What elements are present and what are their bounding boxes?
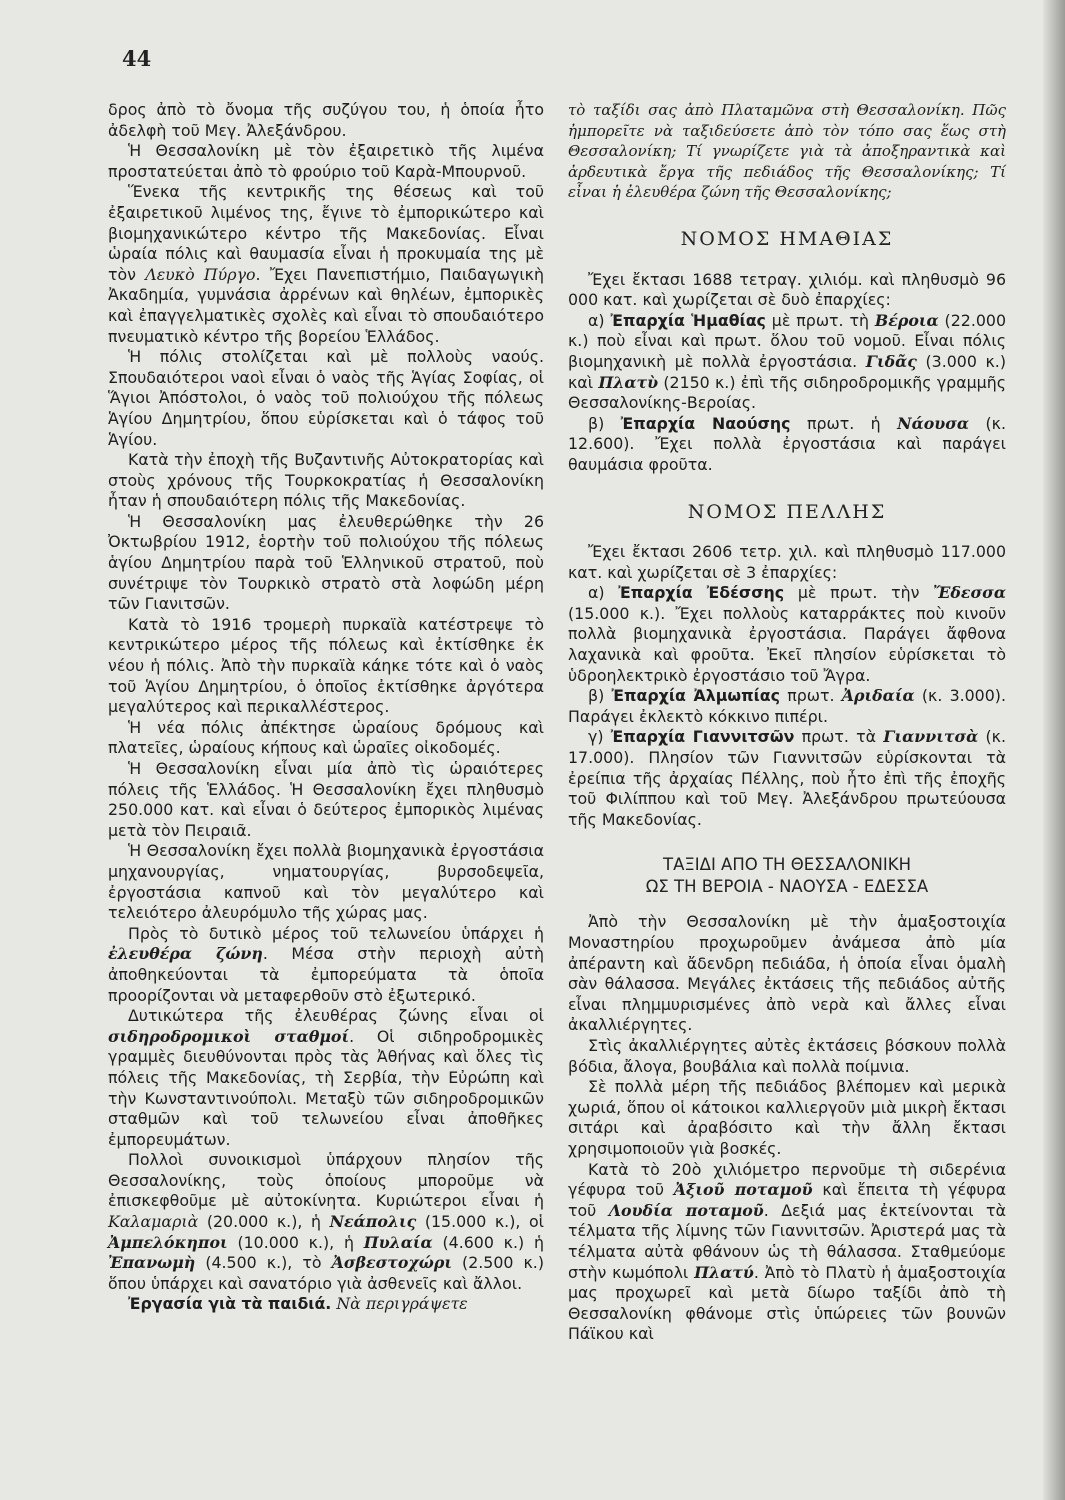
text-run: σιδηροδρομικοὶ σταθμοί	[108, 1026, 350, 1046]
paragraph	[108, 1294, 544, 1315]
left-column	[108, 100, 544, 1315]
text-run: (κ. 17.000). Πλησίον τῶν Γιαννιτσῶν εὑρίσκονται τὰ ἐρείπια τῆς ἀρχαίας Πέλλης, ποὺ ἦτο ἐπὶ τῆς ἐποχῆς τοῦ Φιλίππου καὶ τοῦ Μεγ. Ἀλεξάνδρου πρωτεύουσα τῆς Μακεδονίας.	[568, 727, 1006, 829]
text-run: (κ. 3.000). Παράγει ἐκλεκτὸ κόκκινο πιπέρι.	[568, 686, 1006, 726]
text-run: Ἔχει ἔκτασι 2606 τετρ. χιλ. καὶ πληθυσμὸ 117.000 κατ. καὶ χωρίζεται σὲ 3 ἐπαρχίες:	[568, 542, 1006, 582]
text-run: . Οἱ σιδηροδρομικὲς γραμμὲς διευθύνονται πρὸς τὰς Ἀθήνας καὶ ὅλες τὶς πόλεις τῆς Μακεδονίας, τὴ Σερβία, τὴν Εὐρώπη καὶ τὴν Κωνσταντινούπολι. Μεταξὺ τῶν σιδηροδρομικῶν σταθμῶν καὶ τοῦ τελωνείου εἶναι ἀποθῆκες ἐμπορευμάτων.	[108, 1026, 544, 1149]
text-run: Ἡ Θεσσαλονίκη εἶναι μία ἀπὸ τὶς ὡραιότερες πόλεις τῆς Ἑλλάδος. Ἡ Θεσσαλονίκη ἔχει πληθυσμὸ 250.000 κατ. καὶ εἶναι ὁ δεύτερος ἐμπορικὸς λιμένας μετὰ τὸν Πειραιᾶ.	[108, 759, 544, 840]
paragraph	[108, 182, 544, 347]
text-run: . Ἀπὸ τὸ Πλατὺ ἡ ἁμαξοστοιχία μας προχωρεῖ καὶ μετὰ δίωρο ταξίδι ἀπὸ τὴ Θεσσαλονίκη φθάνομε στὶς ὑπώρειες τῶν βουνῶν Πάϊκου καὶ	[568, 1262, 1006, 1344]
text-run: Ἐπαρχία Ἡμαθίας	[610, 310, 766, 330]
text-run: Πρὸς τὸ δυτικὸ μέρος τοῦ τελωνείου ὑπάρχει ἡ	[128, 923, 544, 943]
text-run: Σὲ πολλὰ μέρη τῆς πεδιάδος βλέπομεν καὶ μερικὰ χωριά, ὅπου οἱ κάτοικοι καλλιεργοῦν μιὰ μικρὴ ἔκτασι σιτάρι καὶ ἀραβόσιτο καὶ τὴν ἄλλη ἔκτασι χρησιμοποιοῦν γιὰ βοσκές.	[568, 1077, 1006, 1158]
text-run: καὶ ἔπειτα τὴ γέφυρα τοῦ	[568, 1180, 1007, 1220]
text-run: Γιδᾶς	[865, 351, 917, 371]
right-column	[568, 100, 1006, 1345]
text-run: (22.000 κ.) ποὺ εἶναι καὶ πρωτ. ὅλου τοῦ νομοῦ. Εἶναι πόλις βιομηχανικὴ μὲ πολλὰ ἐργοστάσια.	[568, 310, 1006, 371]
paragraph	[108, 615, 544, 718]
heading-trip-line-2: ΩΣ ΤΗ ΒΕΡΟΙΑ - ΝΑΟΥΣΑ - ΕΔΕΣΣΑ	[645, 877, 929, 897]
heading-trip	[568, 854, 1006, 898]
text-run: Ἀμπελόκηποι	[108, 1232, 228, 1252]
text-run: (4.600 κ.) ἡ	[432, 1232, 544, 1252]
paragraph	[568, 686, 1006, 727]
heading-nomos-pellis: ΝΟΜΟΣ ΠΕΛΛΗΣ	[687, 500, 887, 523]
text-run: Ἡ πόλις στολίζεται καὶ μὲ πολλοὺς ναούς. Σπουδαιότεροι ναοὶ εἶναι ὁ ναὸς τῆς Ἁγίας Σοφίας, οἱ Ἅγιοι Ἀπόστολοι, ὁ ναὸς τοῦ πολιούχου τῆς πόλεως Ἁγίου Δημητρίου, ὅπου εὑρίσκεται καὶ ὁ τάφος τοῦ Ἁγίου.	[108, 347, 544, 449]
text-run: Νεάπολις	[329, 1212, 417, 1232]
text-run: (10.000 κ.), ἡ	[227, 1232, 364, 1252]
text-run: Ἐπαρχία Γιαννιτσῶν	[610, 727, 795, 747]
text-run: Καλαμαριὰ	[108, 1212, 199, 1232]
text-run: Στὶς ἀκαλλιέργητες αὐτὲς ἐκτάσεις βόσκουν πολλὰ βόδια, ἄλογα, βουβάλια καὶ πολλὰ ποίμνια.	[568, 1035, 1006, 1076]
text-run: Λευκὸ Πύργο	[145, 264, 256, 284]
paragraph	[568, 1160, 1006, 1345]
text-run: Ἀριδαία	[841, 686, 915, 706]
paragraph	[568, 1077, 1006, 1159]
paragraph	[108, 924, 544, 1006]
paragraph	[108, 141, 544, 182]
paragraph	[568, 583, 1006, 686]
text-run: Ἀσβεστοχώρι	[331, 1253, 452, 1273]
paragraph	[568, 311, 1006, 414]
paragraph	[108, 718, 544, 759]
text-run: Νάουσα	[897, 413, 970, 433]
homework-questions: τὸ ταξίδι σας ἀπὸ Πλαταμῶνα στὴ Θεσσαλονίκη. Πῶς ἠμπορεῖτε νὰ ταξιδεύσετε ἀπὸ τὸν τόπο σας ἕως στὴ Θεσσαλονίκη; Τί γνωρίζετε γιὰ τὰ ἀποξηραντικὰ καὶ ἀρδευτικὰ ἔργα τῆς πεδιάδος τῆς Θεσσαλονίκης; Τί εἶναι ἡ ἐλευθέρα ζώνη τῆς Θεσσαλονίκης;	[568, 101, 1006, 202]
paragraph	[108, 450, 544, 512]
text-run: β)	[588, 413, 621, 433]
text-run: Ἐπαρχία Ναούσης	[620, 413, 791, 433]
paragraph	[108, 1150, 544, 1294]
heading-nomos-imathias: ΝΟΜΟΣ ΗΜΑΘΙΑΣ	[680, 227, 894, 250]
text-run: Ἡ νέα πόλις ἀπέκτησε ὡραίους δρόμους καὶ πλατεῖες, ὡραίους κήπους καὶ ὡραῖες οἰκοδομές.	[108, 717, 544, 758]
text-run: (3.000 κ.) καὶ	[568, 351, 1006, 392]
text-run: Πολλοὶ συνοικισμοὶ ὑπάρχουν πλησίον τῆς Θεσσαλονίκης, τοὺς ὁποίους μποροῦμε νὰ ἐπισκεφθοῦμε μὲ αὐτοκίνητα. Κυριώτεροι εἶναι ἡ	[108, 1150, 544, 1211]
text-run: Βέροια	[874, 310, 939, 330]
text-run: (15.000 κ.). Ἔχει πολλοὺς καταρράκτες ποὺ κινοῦν πολλὰ βιομηχανικὰ ἐργοστάσια. Παράγει ἄφθονα λαχανικὰ καὶ φροῦτα. Ἐκεῖ πλησίον εὑρίσκεται τὸ ὑδροηλεκτρικὸ ἐργοστάσιο τοῦ Ἄγρα.	[568, 603, 1006, 685]
paragraph	[568, 414, 1006, 476]
text-run: . Ἔχει Πανεπιστήμιο, Παιδαγωγικὴ Ἀκαδημία, γυμνάσια ἀρρένων καὶ θηλέων, ἐμπορικὲς καὶ ἐπαγγελματικὲς σχολὲς καὶ εἶναι τὸ σπουδαιότερο πνευματικὸ κέντρο τῆς βορείου Ἑλλάδος.	[108, 264, 544, 346]
text-run: . Δεξιά μας ἐκτείνονται τὰ τέλματα τῆς λίμνης τῶν Γιαννιτσῶν. Ἀριστερά μας τὰ τέλματα αὐτὰ φθάνουν ὡς τὴ θάλασσα. Σταθμεύομε στὴν κωμόπολι	[568, 1200, 1006, 1282]
text-run: Πλατύ	[694, 1262, 754, 1282]
paragraph	[568, 912, 1006, 1036]
text-run: . Μέσα στὴν περιοχὴ αὐτὴ ἀποθηκεύονται τὰ ἐμπορεύματα τὰ ὁποῖα προορίζονται νὰ μεταφερθοῦν στὸ ἐξωτερικό.	[108, 944, 545, 1005]
paragraph	[108, 759, 544, 841]
text-run: Κατὰ τὸ 20ὸ χιλιόμετρο περνοῦμε τὴ σιδερένια γέφυρα τοῦ	[568, 1159, 1006, 1200]
text-run: Πυλαία	[363, 1232, 433, 1252]
paragraph	[568, 270, 1006, 311]
text-run: (κ. 12.600). Ἔχει πολλὰ ἐργοστάσια καὶ παράγει θαυμάσια φροῦτα.	[568, 413, 1006, 474]
text-run: (4.500 κ.), τὸ	[195, 1253, 332, 1273]
text-run: Ἐπανωμὴ	[108, 1253, 196, 1273]
text-run: Δυτικώτερα τῆς ἐλευθέρας ζώνης εἶναι οἱ	[128, 1006, 544, 1026]
pella-section	[568, 542, 1006, 830]
page-number: 44	[122, 46, 152, 71]
paragraph	[568, 727, 1006, 830]
text-run: Ἔδεσσα	[933, 583, 1006, 603]
text-run: α)	[588, 583, 619, 603]
paragraph	[568, 542, 1006, 583]
text-run: γ)	[588, 727, 611, 747]
heading-trip-line-1: ΤΑΞΙΔΙ ΑΠΟ ΤΗ ΘΕΣΣΑΛΟΝΙΚΗ	[663, 855, 911, 875]
paragraph	[568, 1036, 1006, 1077]
text-run: πρωτ. ἡ	[790, 413, 898, 433]
text-run: Ἐπαρχία Ἀλμωπίας	[611, 686, 780, 706]
text-run: β)	[588, 686, 612, 706]
text-run: Ἀξιοῦ ποταμοῦ	[673, 1180, 813, 1200]
text-run: πρωτ. τὰ	[794, 727, 884, 747]
text-run: Ἡ Θεσσαλονίκη ἔχει πολλὰ βιομηχανικὰ ἐργοστάσια μηχανουργίας, νηματουργίας, βυρσοδεψεῖα, ἐργοστάσια καπνοῦ καὶ τὸν μεγαλύτερο καὶ τελειότερο ἀλευρόμυλο τῆς χώρας μας.	[108, 841, 544, 923]
text-run: α)	[588, 310, 611, 330]
text-run: (15.000 κ.), οἱ	[416, 1212, 544, 1232]
text-run: (2.500 κ.) ὅπου ὑπάρχει καὶ σανατόριο γιὰ ἀσθενεῖς καὶ ἄλλοι.	[108, 1253, 544, 1293]
text-run: Κατὰ τὸ 1916 τρομερὴ πυρκαϊὰ κατέστρεψε τὸ κεντρικώτερο μέρος τῆς πόλεως καὶ ἐκτίσθηκε ἐκ νέου ἡ πόλις. Ἀπὸ τὴν πυρκαϊὰ κάηκε τότε καὶ ὁ ναὸς τοῦ Ἁγίου Δημητρίου, ὁ ὁποῖος ἐκτίσθηκε ἀργότερα μεγαλύτερος καὶ περικαλλέστερος.	[108, 614, 544, 717]
text-run: Νὰ περιγράψετε	[331, 1294, 468, 1314]
text-run: πρωτ.	[779, 686, 842, 706]
trip-section	[568, 912, 1006, 1344]
text-run: μὲ πρωτ. τὴ	[765, 310, 875, 330]
text-run: Ἔχει ἔκτασι 1688 τετραγ. χιλιόμ. καὶ πληθυσμὸ 96 000 κατ. καὶ χωρίζεται σὲ δυὸ ἐπαρχίες:	[568, 269, 1006, 310]
page-edge-shadow	[1043, 0, 1065, 1500]
paragraph	[108, 1006, 544, 1150]
paragraph	[108, 512, 544, 615]
text-run: ἐλευθέρα ζώνη	[108, 944, 263, 964]
text-run: Ἡ Θεσσαλονίκη μας ἐλευθερώθηκε τὴν 26 Ὀκτωβρίου 1912, ἑορτὴν τοῦ πολιούχου τῆς πόλεως ἁγίου Δημητρίου παρὰ τοῦ Ἑλληνικοῦ στρατοῦ, ποὺ συνέτριψε τὸν Τουρκικὸ στρατὸ στὰ λοφώδη μέρη τῶν Γιανιτσῶν.	[108, 511, 544, 614]
text-run: Λουδία ποταμοῦ	[608, 1200, 764, 1220]
text-run: Ἕνεκα τῆς κεντρικῆς της θέσεως καὶ τοῦ ἐξαιρετικοῦ λιμένος της, ἔγινε τὸ ἐμπορικώτερο καὶ βιομηχανικώτερο κέντρο τῆς Μακεδονίας. Εἶναι ὡραία πόλις καὶ θαυμασία εἶναι ἡ προκυμαία της μὲ τὸν	[108, 182, 544, 284]
paragraph	[108, 841, 544, 923]
text-run: δρος ἀπὸ τὸ ὄνομα τῆς συζύγου του, ἡ ὁποία ἦτο ἀδελφὴ τοῦ Μεγ. Ἀλεξάνδρου.	[108, 100, 544, 140]
text-run: Ἀπὸ τὴν Θεσσαλονίκη μὲ τὴν ἁμαξοστοιχία Μοναστηρίου προχωροῦμεν ἀνάμεσα ἀπὸ μία ἀπέραντη καὶ ἄδενδρη πεδιάδα, ἡ ὁποία εἶναι ὁμαλὴ σὰν θάλασσα. Μεγάλες ἐκτάσεις τῆς πεδιάδος αὐτῆς εἶναι πλημμυρισμένες ἀπὸ νερὰ καὶ ἄλλες εἶναι ἀκαλλιέργητες.	[568, 912, 1006, 1035]
paragraph	[108, 347, 544, 450]
text-run: Ἡ Θεσσαλονίκη μὲ τὸν ἐξαιρετικὸ τῆς λιμένα προστατεύεται ἀπὸ τὸ φρούριο τοῦ Καρὰ-Μπουρνοῦ.	[108, 141, 544, 181]
text-run: μὲ πρωτ. τὴν	[784, 583, 934, 603]
text-run: Γιαννιτσὰ	[883, 727, 979, 747]
text-run: Κατὰ τὴν ἐποχὴ τῆς Βυζαντινῆς Αὐτοκρατορίας καὶ στοὺς χρόνους τῆς Τουρκοκρατίας ἡ Θεσσαλονίκη ἦταν ἡ σπουδαιότερη πόλις τῆς Μακεδονίας.	[108, 450, 544, 511]
text-run: Ἐργασία γιὰ τὰ παιδιά.	[128, 1294, 332, 1314]
text-run: Πλατὺ	[598, 372, 659, 392]
text-run: (2150 κ.) ἐπὶ τῆς σιδηροδρομικῆς γραμμῆς Θεσσαλονίκης-Βεροίας.	[568, 372, 1007, 413]
text-run: Ἐπαρχία Ἐδέσσης	[618, 583, 785, 603]
text-run: (20.000 κ.), ἡ	[198, 1212, 330, 1232]
imathia-section	[568, 270, 1006, 476]
paragraph	[108, 100, 544, 141]
left-column-paragraphs	[108, 100, 544, 1315]
